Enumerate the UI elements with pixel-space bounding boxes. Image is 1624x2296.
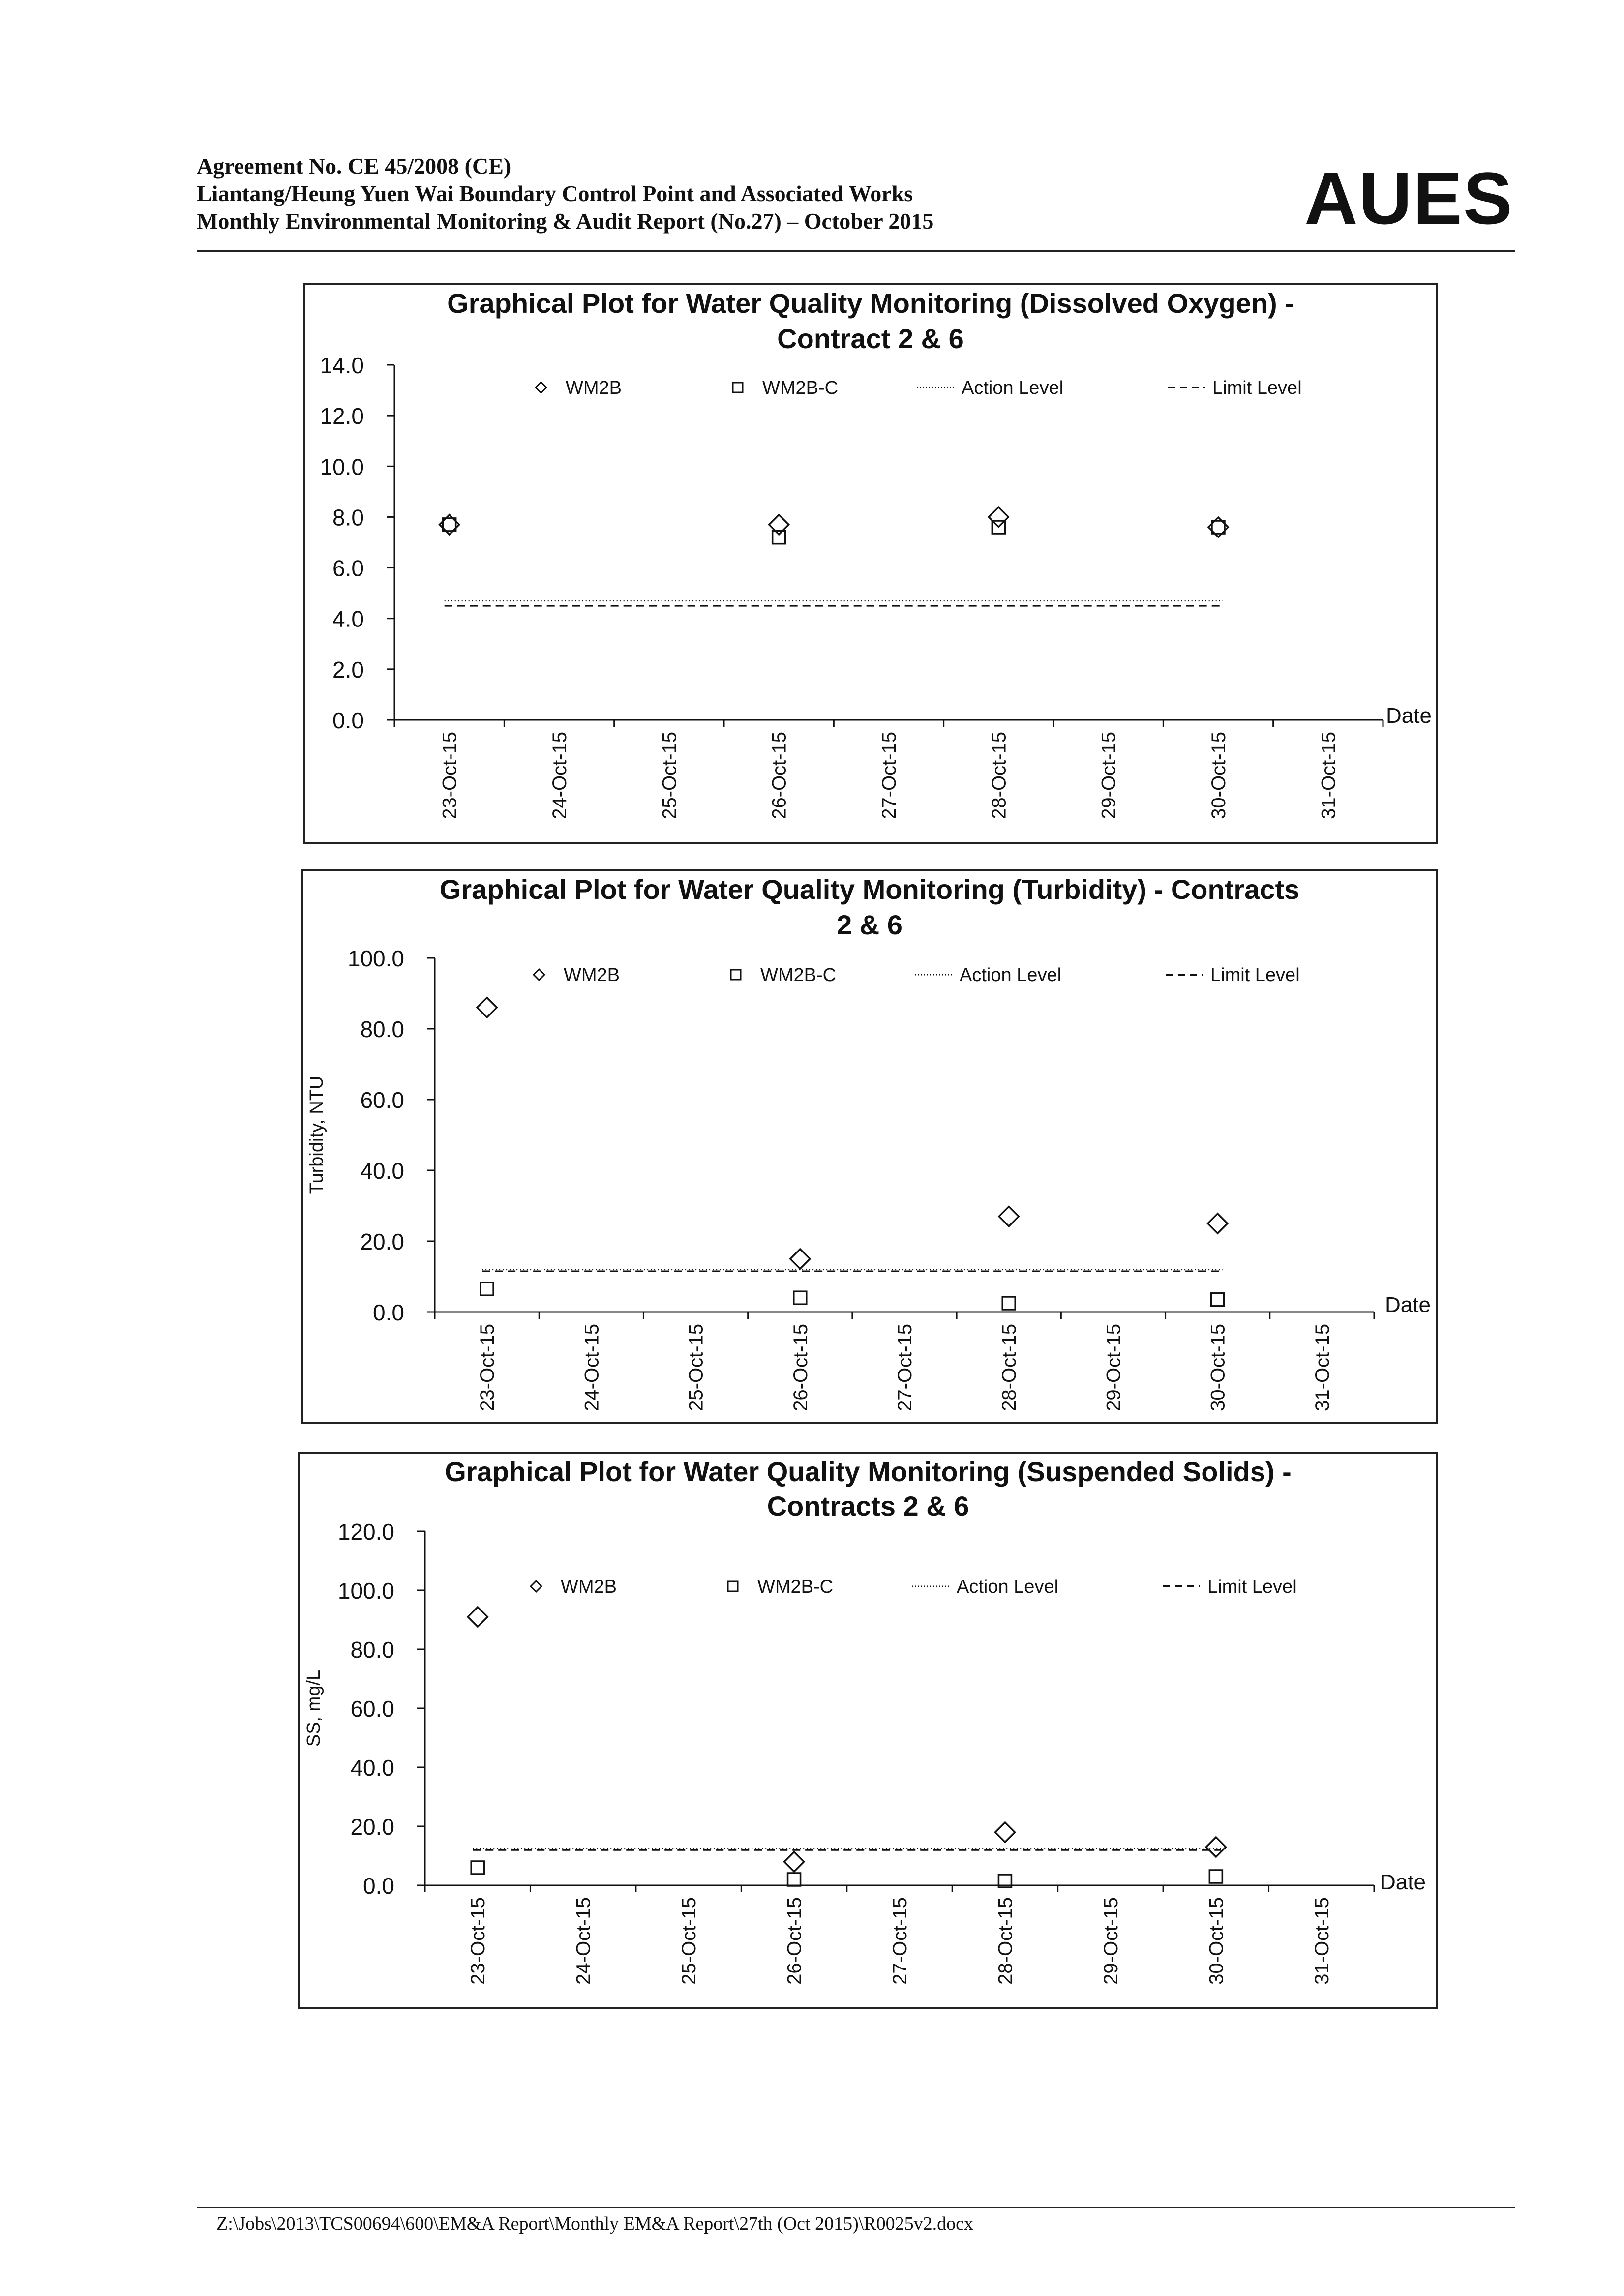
- x-tick-label: 24-Oct-15: [549, 732, 571, 819]
- legend-diamond-marker: [534, 969, 544, 980]
- y-tick-label: 0.0: [363, 1873, 394, 1899]
- y-tick-label: 120.0: [337, 1519, 394, 1545]
- chart-title-line1: Graphical Plot for Water Quality Monitoring (Turbidity) - Contracts: [439, 874, 1300, 905]
- chart-svg: [303, 871, 1436, 1422]
- y-tick-label: 60.0: [360, 1087, 404, 1113]
- legend: [536, 378, 1302, 398]
- x-tick-label: 23-Oct-15: [439, 732, 461, 819]
- legend-square-marker: [728, 1581, 738, 1591]
- wm2b-point: [477, 998, 497, 1017]
- legend-square-marker: [731, 970, 741, 980]
- wm2b-point: [995, 1822, 1015, 1842]
- y-tick-label: 20.0: [350, 1814, 394, 1840]
- y-tick-label: 10.0: [320, 454, 364, 480]
- y-tick-label: 80.0: [350, 1637, 394, 1663]
- x-tick-label: 25-Oct-15: [678, 1897, 700, 1985]
- wm2b-point: [784, 1852, 804, 1872]
- header-divider: [197, 250, 1515, 252]
- legend-diamond-marker: [531, 1581, 541, 1592]
- chart-title-line2: Contract 2 & 6: [777, 323, 964, 354]
- legend-label: Action Level: [957, 1577, 1059, 1597]
- x-tick-label: 27-Oct-15: [894, 1324, 916, 1411]
- x-tick-label: 25-Oct-15: [659, 732, 681, 819]
- y-tick-label: 12.0: [320, 403, 364, 429]
- y-tick-label: 8.0: [332, 505, 364, 531]
- legend-label: WM2B: [566, 378, 622, 398]
- wm2b-point: [1208, 1214, 1228, 1233]
- x-tick-label: 31-Oct-15: [1318, 732, 1340, 819]
- x-axis-title: Date: [1385, 1293, 1431, 1317]
- chart-dissolved-oxygen: [303, 283, 1438, 844]
- y-tick-label: 40.0: [350, 1755, 394, 1781]
- legend-label: Action Level: [960, 965, 1062, 985]
- y-tick-label: 100.0: [337, 1578, 394, 1604]
- y-axis-title: SS, mg/L: [303, 1670, 324, 1747]
- wm2b-point: [999, 1207, 1019, 1226]
- footer-divider: [197, 2207, 1515, 2208]
- legend-label: WM2B: [564, 965, 620, 985]
- x-tick-label: 29-Oct-15: [1100, 1897, 1122, 1985]
- legend-label: Limit Level: [1212, 378, 1302, 398]
- x-axis-title: Date: [1380, 1870, 1426, 1894]
- x-tick-label: 30-Oct-15: [1205, 1897, 1228, 1985]
- x-tick-label: 25-Oct-15: [685, 1324, 707, 1411]
- chart-svg: [300, 1454, 1436, 2007]
- x-tick-label: 26-Oct-15: [789, 1324, 812, 1411]
- legend-label: WM2B: [561, 1577, 617, 1597]
- y-tick-label: 0.0: [373, 1300, 404, 1325]
- y-tick-label: 40.0: [360, 1158, 404, 1184]
- x-axis-title: Date: [1386, 704, 1432, 728]
- x-tick-label: 29-Oct-15: [1098, 732, 1120, 819]
- agreement-number: Agreement No. CE 45/2008 (CE): [197, 153, 511, 179]
- legend-label: Limit Level: [1210, 965, 1300, 985]
- x-tick-label: 23-Oct-15: [467, 1897, 489, 1985]
- x-tick-label: 27-Oct-15: [889, 1897, 911, 1985]
- x-tick-label: 31-Oct-15: [1311, 1897, 1333, 1985]
- legend-square-marker: [733, 383, 743, 392]
- x-tick-label: 27-Oct-15: [878, 732, 900, 819]
- y-tick-label: 6.0: [332, 555, 364, 581]
- chart-title-line1: Graphical Plot for Water Quality Monitoring (Suspended Solids) -: [445, 1456, 1292, 1487]
- project-title: Liantang/Heung Yuen Wai Boundary Control Point and Associated Works: [197, 181, 913, 206]
- x-tick-label: 24-Oct-15: [572, 1897, 595, 1985]
- chart-title-line2: 2 & 6: [837, 909, 902, 940]
- y-tick-label: 80.0: [360, 1016, 404, 1042]
- wm2b-point: [468, 1607, 487, 1627]
- wm2b-c-point: [1209, 1870, 1222, 1883]
- y-tick-label: 100.0: [347, 946, 404, 971]
- wm2b-point: [790, 1249, 810, 1269]
- legend: [534, 965, 1300, 985]
- chart-suspended-solids: [298, 1452, 1438, 2009]
- legend-label: WM2B-C: [760, 965, 837, 985]
- legend-label: WM2B-C: [762, 378, 839, 398]
- x-tick-label: 30-Oct-15: [1207, 1324, 1229, 1411]
- x-tick-label: 26-Oct-15: [768, 732, 790, 819]
- chart-title-line1: Graphical Plot for Water Quality Monitoring (Dissolved Oxygen) -: [447, 288, 1294, 319]
- x-tick-label: 24-Oct-15: [581, 1324, 603, 1411]
- chart-turbidity: [301, 869, 1438, 1424]
- legend-label: Limit Level: [1207, 1577, 1297, 1597]
- y-tick-label: 60.0: [350, 1696, 394, 1722]
- y-tick-label: 4.0: [332, 606, 364, 632]
- wm2b-point: [1206, 1837, 1226, 1857]
- legend-label: Action Level: [962, 378, 1064, 398]
- wm2b-c-point: [471, 1861, 484, 1874]
- chart-svg: [305, 285, 1436, 842]
- x-tick-label: 28-Oct-15: [988, 732, 1010, 819]
- wm2b-c-point: [788, 1873, 801, 1886]
- y-tick-label: 0.0: [332, 708, 364, 733]
- chart-title-line2: Contracts 2 & 6: [767, 1491, 969, 1521]
- x-tick-label: 26-Oct-15: [783, 1897, 806, 1985]
- wm2b-c-point: [773, 531, 785, 544]
- x-tick-label: 23-Oct-15: [477, 1324, 499, 1411]
- x-tick-label: 28-Oct-15: [998, 1324, 1021, 1411]
- y-tick-label: 20.0: [360, 1229, 404, 1254]
- report-title: Monthly Environmental Monitoring & Audit Report (No.27) – October 2015: [197, 209, 934, 234]
- wm2b-c-point: [1002, 1297, 1015, 1310]
- x-tick-label: 28-Oct-15: [994, 1897, 1017, 1985]
- wm2b-c-point: [481, 1282, 493, 1295]
- y-tick-label: 2.0: [332, 656, 364, 683]
- aues-logo: AUES: [1304, 157, 1513, 239]
- wm2b-c-point: [794, 1291, 807, 1304]
- y-tick-label: 14.0: [320, 353, 364, 378]
- legend-label: WM2B-C: [757, 1577, 834, 1597]
- x-tick-label: 31-Oct-15: [1311, 1324, 1333, 1411]
- wm2b-c-point: [1211, 1293, 1224, 1306]
- legend-diamond-marker: [536, 382, 546, 393]
- legend: [531, 1577, 1297, 1597]
- file-path-footer: Z:\Jobs\2013\TCS00694\600\EM&A Report\Monthly EM&A Report\27th (Oct 2015)\R0025v2.docx: [216, 2213, 973, 2234]
- x-tick-label: 29-Oct-15: [1103, 1324, 1125, 1411]
- x-tick-label: 30-Oct-15: [1208, 732, 1230, 819]
- y-axis-title: Turbidity, NTU: [306, 1075, 327, 1194]
